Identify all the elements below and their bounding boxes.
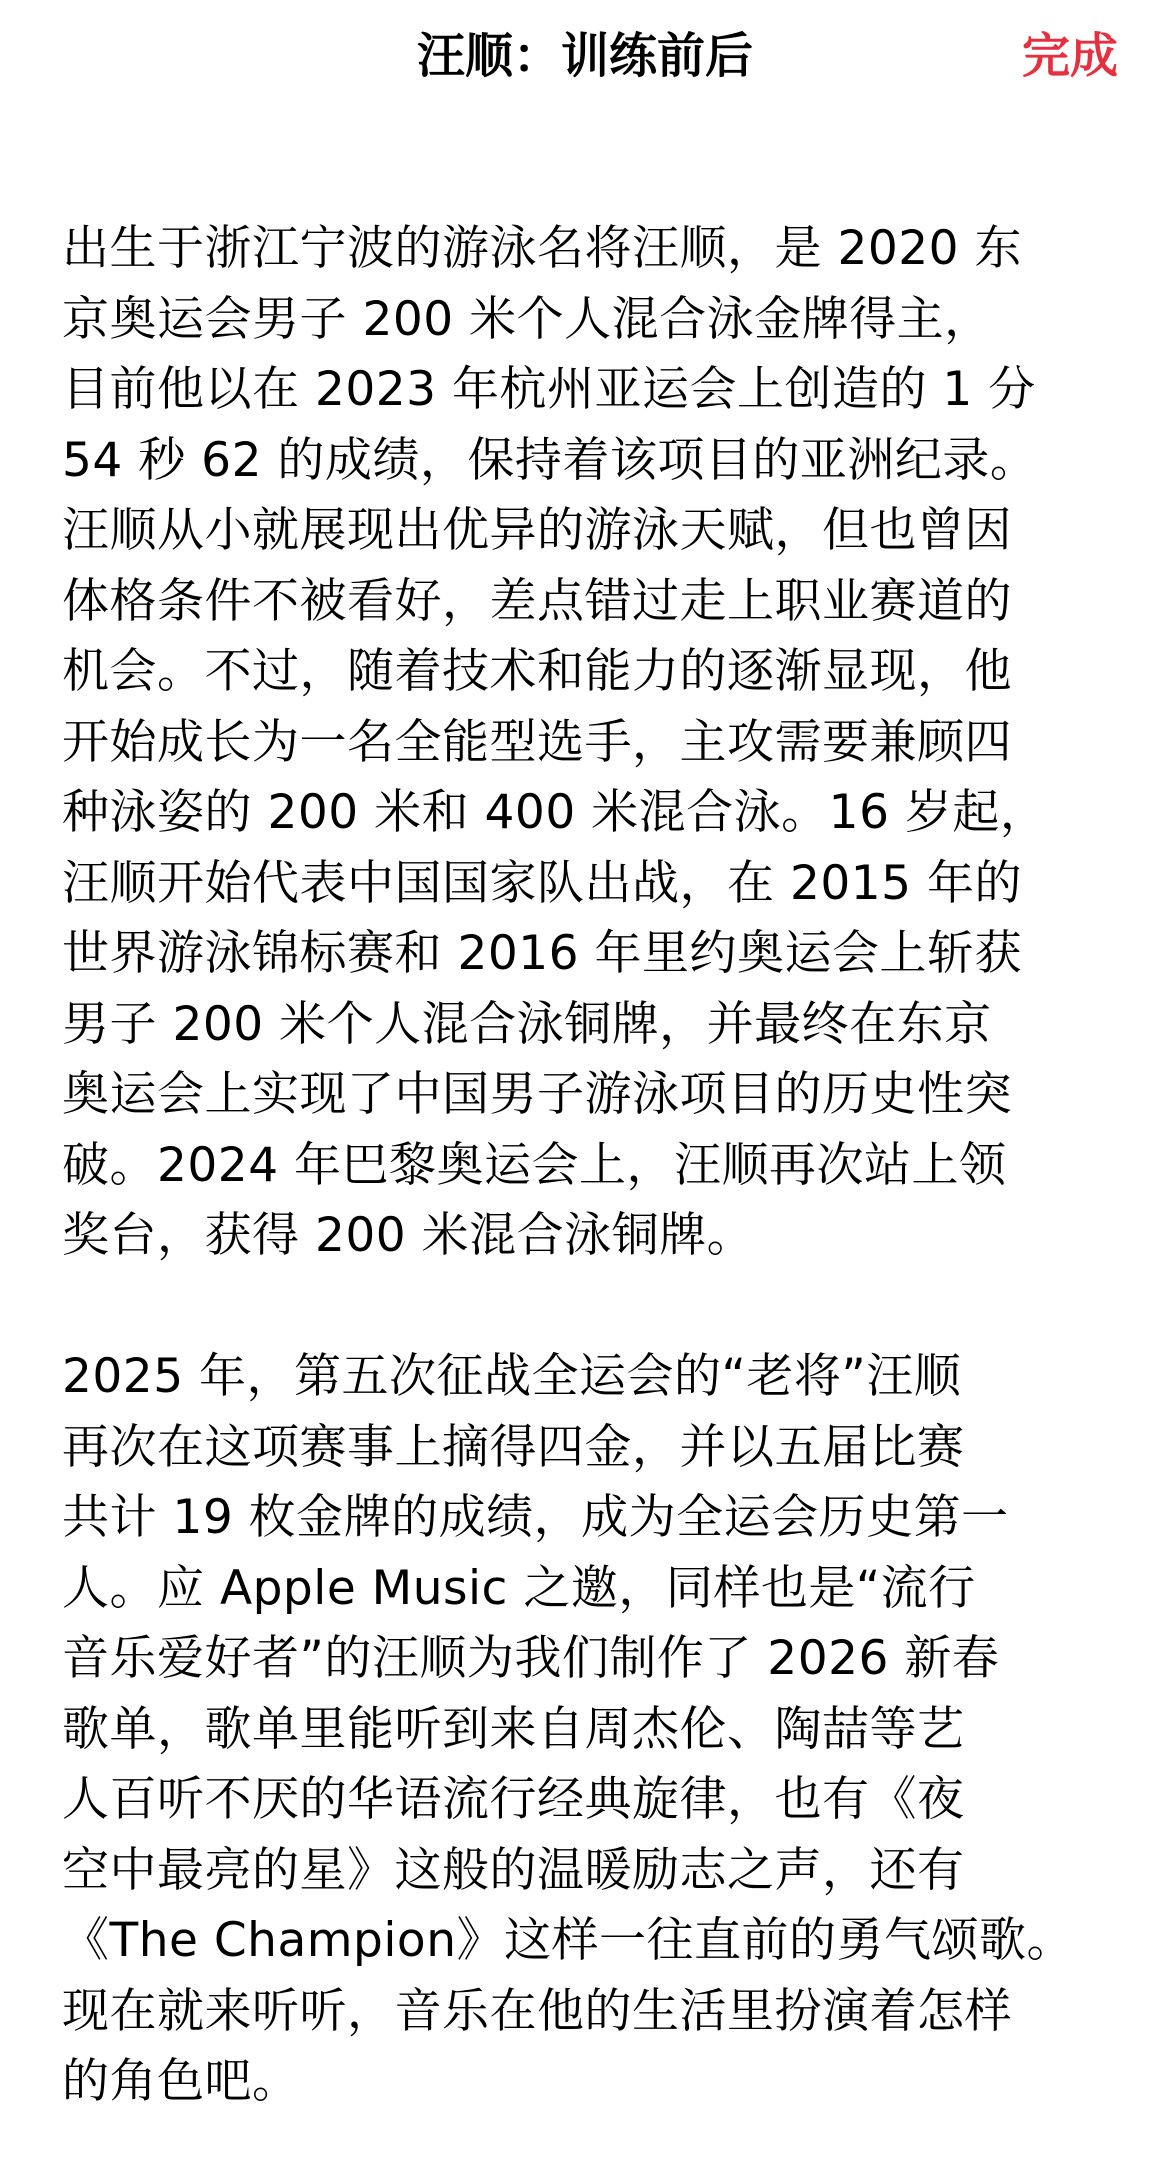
- text-line: 汪顺从小就展现出优异的游泳天赋，但也曾因: [62, 503, 1012, 558]
- paragraph-playlist: [62, 1342, 1122, 2118]
- text-line: 种泳姿的 200 米和 400 米混合泳。16 岁起，: [62, 785, 1048, 840]
- text-line: 音乐爱好者”的汪顺为我们制作了 2026 新春: [62, 1631, 1000, 1686]
- text-line: 人百听不厌的华语流行经典旋律，也有《夜: [62, 1772, 965, 1827]
- text-line: 54 秒 62 的成绩，保持着该项目的亚洲纪录。: [62, 432, 1038, 488]
- text-line: 再次在这项赛事上摘得四金，并以五届比赛: [62, 1419, 965, 1475]
- paragraph-spacer: [62, 1272, 1122, 1343]
- text-line: 现在就来听听，音乐在他的生活里扮演着怎样: [62, 1983, 1012, 2039]
- text-line: 世界游泳锦标赛和 2016 年里约奥运会上斩获: [62, 926, 1022, 981]
- text-line: 歌单，歌单里能听到来自周杰伦、陶喆等艺: [62, 1701, 965, 1757]
- text-line: 《The Champion》这样一往直前的勇气颂歌。: [62, 1913, 1074, 1968]
- article-body: [62, 214, 1122, 2118]
- text-line: 人。应 Apple Music 之邀，同样也是“流行: [62, 1560, 976, 1616]
- text-line: 汪顺开始代表中国国家队出战，在 2015 年的: [62, 855, 1022, 911]
- text-line: 机会。不过，随着技术和能力的逐渐显现，他: [62, 644, 1012, 699]
- text-line: 奥运会上实现了中国男子游泳项目的历史性突: [62, 1067, 1012, 1122]
- text-line: 开始成长为一名全能型选手，主攻需要兼顾四: [62, 714, 1012, 770]
- text-line: 2025 年，第五次征战全运会的“老将”汪顺: [62, 1349, 962, 1404]
- text-line: 目前他以在 2023 年杭州亚运会上创造的 1 分: [62, 362, 1036, 417]
- navigation-bar: [0, 0, 1170, 112]
- text-line: 体格条件不被看好，差点错过走上职业赛道的: [62, 573, 1012, 629]
- text-line: 的角色吧。: [62, 2054, 300, 2109]
- text-line: 共计 19 枚金牌的成绩，成为全运会历史第一: [62, 1490, 1009, 1545]
- paragraph-bio: [62, 214, 1122, 1272]
- text-line: 破。2024 年巴黎奥运会上，汪顺再次站上领: [62, 1137, 1007, 1193]
- text-line: 男子 200 米个人混合泳铜牌，并最终在东京: [62, 996, 992, 1052]
- page-title: 汪顺：训练前后: [416, 28, 753, 84]
- text-line: 出生于浙江宁波的游泳名将汪顺，是 2020 东: [62, 221, 1022, 276]
- text-line: 空中最亮的星》这般的温暖励志之声，还有: [62, 1842, 965, 1898]
- done-button[interactable]: 完成: [1022, 22, 1118, 90]
- text-line: 奖台，获得 200 米混合泳铜牌。: [62, 1208, 755, 1263]
- text-line: 京奥运会男子 200 米个人混合泳金牌得主，: [62, 291, 992, 347]
